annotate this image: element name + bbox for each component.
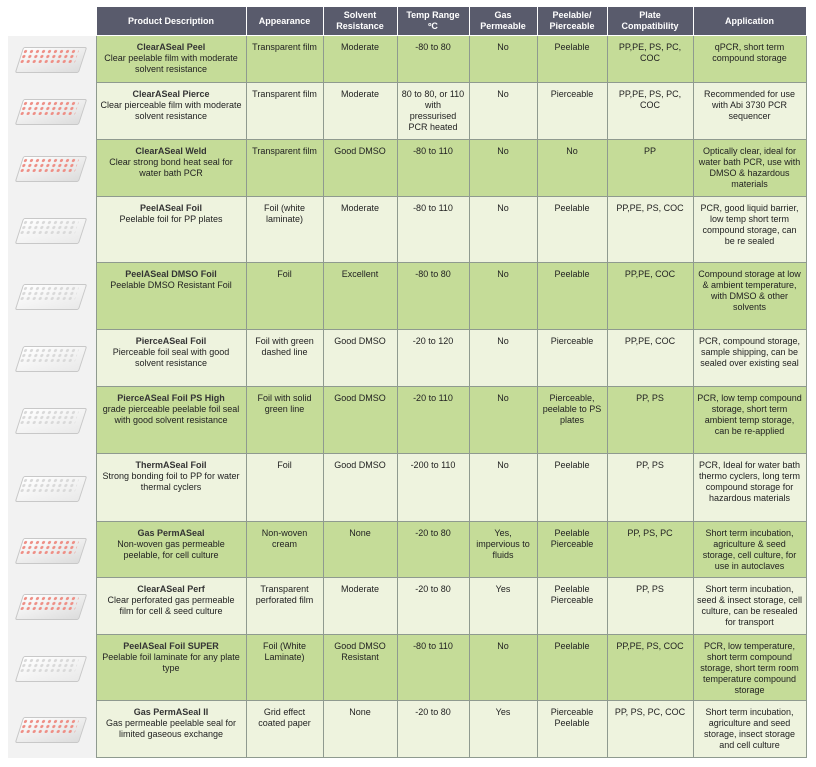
product-description: Strong bonding foil to PP for water thermal cyclers: [102, 471, 240, 492]
product-cell: [96, 263, 246, 330]
plate-cell: PP,PE, COC: [607, 263, 693, 330]
gas-cell: Yes, impervious to fluids: [469, 522, 537, 578]
table-row: [8, 578, 806, 635]
plate-image-cell: [8, 578, 96, 635]
peelable-cell: Peelable: [537, 197, 607, 263]
product-cell: [96, 83, 246, 140]
product-description: Clear strong bond heat seal for water bath PCR: [109, 157, 233, 178]
appearance-cell: Transparent perforated film: [246, 578, 323, 635]
plate-image-cell: [8, 522, 96, 578]
plate-image-cell: [8, 330, 96, 387]
product-description: Clear peelable film with moderate solvent resistance: [104, 53, 238, 74]
temp-cell: -200 to 110: [397, 454, 469, 522]
solvent-header: Solvent Resistance: [323, 7, 397, 36]
peelable-cell: Peelable Pierceable: [537, 578, 607, 635]
application-cell: PCR, low temperature, short term compound storage, short term room temperature compound storage: [693, 635, 806, 701]
peelable-cell: Pierceable: [537, 330, 607, 387]
temp-cell: -20 to 80: [397, 522, 469, 578]
table-row: [8, 454, 806, 522]
peelable-cell: Pierceable, peelable to PS plates: [537, 387, 607, 454]
plate-image-cell: [8, 263, 96, 330]
plate-cell: PP: [607, 140, 693, 197]
product-cell: [96, 140, 246, 197]
product-cell: [96, 701, 246, 758]
application-cell: PCR, low temp compound storage, short term ambient temp storage, can be re-applied: [693, 387, 806, 454]
table-row: [8, 36, 806, 83]
product-cell: [96, 197, 246, 263]
product-description: Pierceable foil seal with good solvent resistance: [112, 347, 230, 368]
solvent-cell: None: [323, 701, 397, 758]
plate-header: Plate Compatibility: [607, 7, 693, 36]
appearance-cell: Grid effect coated paper: [246, 701, 323, 758]
product-name: PierceASeal Foil PS High: [117, 393, 225, 403]
table-row: [8, 387, 806, 454]
solvent-cell: None: [323, 522, 397, 578]
temp-cell: -20 to 80: [397, 701, 469, 758]
peelable-cell: Pierceable Peelable: [537, 701, 607, 758]
temp-cell: 80 to 80, or 110 with pressurised PCR heated: [397, 83, 469, 140]
well-plate-icon: [15, 39, 89, 79]
table-row: [8, 140, 806, 197]
application-cell: Short term incubation, seed & insect storage, cell culture, can be resealed for transport: [693, 578, 806, 635]
application-cell: Optically clear, ideal for water bath PCR, use with DMSO & hazardous materials: [693, 140, 806, 197]
plate-cell: PP, PS, PC, COC: [607, 701, 693, 758]
plate-image-cell: [8, 635, 96, 701]
product-description: Peelable foil laminate for any plate type: [102, 652, 240, 673]
solvent-cell: Moderate: [323, 578, 397, 635]
product-header: Product Description: [96, 7, 246, 36]
plate-cell: PP,PE, COC: [607, 330, 693, 387]
appearance-cell: Non-woven cream: [246, 522, 323, 578]
application-cell: Short term incubation, agriculture & seed storage, cell culture, for use in autoclaves: [693, 522, 806, 578]
table-row: [8, 522, 806, 578]
plate-cell: PP, PS: [607, 387, 693, 454]
product-name: ClearASeal Pierce: [132, 89, 210, 99]
foil-plate-icon: [15, 400, 89, 440]
gas-header: Gas Permeable: [469, 7, 537, 36]
plate-cell: PP,PE, PS, PC, COC: [607, 83, 693, 140]
plate-cell: PP,PE, PS, COC: [607, 635, 693, 701]
appearance-cell: Transparent film: [246, 83, 323, 140]
plate-image-cell: [8, 454, 96, 522]
application-header: Application: [693, 7, 806, 36]
product-cell: [96, 635, 246, 701]
gas-cell: No: [469, 36, 537, 83]
product-name: ClearASeal Peel: [136, 42, 206, 52]
peelable-cell: No: [537, 140, 607, 197]
header-row: [8, 7, 806, 36]
product-name: ClearASeal Weld: [135, 146, 207, 156]
product-name: Gas PermASeal: [137, 528, 205, 538]
product-description: Non-woven gas permeable peelable, for cell culture: [117, 539, 225, 560]
product-name: PeelASeal Foil SUPER: [123, 641, 219, 651]
product-name: PierceASeal Foil: [135, 336, 207, 346]
solvent-cell: Moderate: [323, 36, 397, 83]
solvent-cell: Good DMSO: [323, 140, 397, 197]
product-cell: [96, 387, 246, 454]
product-description: Gas permeable peelable seal for limited gaseous exchange: [105, 718, 237, 739]
plate-image-cell: [8, 701, 96, 758]
peelable-cell: Peelable: [537, 36, 607, 83]
plate-cell: PP,PE, PS, COC: [607, 197, 693, 263]
plate-image-cell: [8, 83, 96, 140]
plate-image-cell: [8, 36, 96, 83]
product-description: Peelable foil for PP plates: [119, 214, 223, 224]
plate-image-cell: [8, 140, 96, 197]
appearance-cell: Foil with solid green line: [246, 387, 323, 454]
temp-header: Temp Range ºC: [397, 7, 469, 36]
product-name: Gas PermASeal II: [133, 707, 209, 717]
gas-cell: No: [469, 140, 537, 197]
appearance-cell: Foil (white laminate): [246, 197, 323, 263]
application-cell: Short term incubation, agriculture and seed storage, insect storage and cell culture: [693, 701, 806, 758]
temp-cell: -20 to 120: [397, 330, 469, 387]
appearance-cell: Foil (White Laminate): [246, 635, 323, 701]
solvent-cell: Good DMSO: [323, 330, 397, 387]
solvent-cell: Good DMSO Resistant: [323, 635, 397, 701]
application-cell: PCR, compound storage, sample shipping, can be sealed over existing seal: [693, 330, 806, 387]
well-plate-icon: [15, 709, 89, 749]
gas-cell: No: [469, 387, 537, 454]
appearance-cell: Transparent film: [246, 36, 323, 83]
product-name: ThermASeal Foil: [135, 460, 207, 470]
application-cell: PCR, Ideal for water bath thermo cyclers, long term compound storage for hazardous materials: [693, 454, 806, 522]
application-cell: PCR, good liquid barrier, low temp short term compound storage, can be re sealed: [693, 197, 806, 263]
product-cell: [96, 36, 246, 83]
temp-cell: -80 to 80: [397, 263, 469, 330]
foil-plate-icon: [15, 276, 89, 316]
plate-cell: PP, PS: [607, 454, 693, 522]
application-cell: Recommended for use with Abi 3730 PCR sequencer: [693, 83, 806, 140]
product-name: ClearASeal Perf: [137, 584, 205, 594]
gas-cell: No: [469, 83, 537, 140]
peelable-cell: Peelable: [537, 263, 607, 330]
appearance-cell: Foil with green dashed line: [246, 330, 323, 387]
peelable-cell: Peelable: [537, 454, 607, 522]
solvent-cell: Excellent: [323, 263, 397, 330]
product-cell: [96, 578, 246, 635]
product-name: PeelASeal Foil: [139, 203, 203, 213]
foil-plate-icon: [15, 648, 89, 688]
well-plate-icon: [15, 91, 89, 131]
gas-cell: Yes: [469, 701, 537, 758]
peelable-header: Peelable/ Pierceable: [537, 7, 607, 36]
gas-cell: Yes: [469, 578, 537, 635]
well-plate-icon: [15, 586, 89, 626]
product-cell: [96, 522, 246, 578]
temp-cell: -20 to 110: [397, 387, 469, 454]
product-description: Peelable DMSO Resistant Foil: [110, 280, 232, 290]
product-description: Clear perforated gas permeable film for cell & seed culture: [107, 595, 235, 616]
appearance-cell: Transparent film: [246, 140, 323, 197]
solvent-cell: Good DMSO: [323, 387, 397, 454]
product-cell: [96, 330, 246, 387]
table-row: [8, 701, 806, 758]
plate-cell: PP,PE, PS, PC, COC: [607, 36, 693, 83]
temp-cell: -20 to 80: [397, 578, 469, 635]
gas-cell: No: [469, 330, 537, 387]
product-name: PeelASeal DMSO Foil: [125, 269, 217, 279]
gas-cell: No: [469, 454, 537, 522]
product-description: grade pierceable peelable foil seal with good solvent resistance: [102, 404, 240, 425]
table-row: [8, 197, 806, 263]
appearance-cell: Foil: [246, 263, 323, 330]
application-cell: Compound storage at low & ambient temperature, with DMSO & other solvents: [693, 263, 806, 330]
gas-cell: No: [469, 263, 537, 330]
temp-cell: -80 to 110: [397, 635, 469, 701]
temp-cell: -80 to 110: [397, 140, 469, 197]
peelable-cell: Peelable Pierceable: [537, 522, 607, 578]
image-column-header: [8, 7, 96, 36]
table-row: [8, 330, 806, 387]
appearance-cell: Foil: [246, 454, 323, 522]
application-cell: qPCR, short term compound storage: [693, 36, 806, 83]
well-plate-icon: [15, 530, 89, 570]
peelable-cell: Pierceable: [537, 83, 607, 140]
temp-cell: -80 to 110: [397, 197, 469, 263]
well-plate-icon: [15, 148, 89, 188]
product-description: Clear pierceable film with moderate solvent resistance: [100, 100, 242, 121]
plate-cell: PP, PS: [607, 578, 693, 635]
foil-plate-icon: [15, 468, 89, 508]
table-row: [8, 635, 806, 701]
gas-cell: No: [469, 197, 537, 263]
solvent-cell: Moderate: [323, 83, 397, 140]
plate-image-cell: [8, 387, 96, 454]
solvent-cell: Good DMSO: [323, 454, 397, 522]
plate-cell: PP, PS, PC: [607, 522, 693, 578]
appearance-header: Appearance: [246, 7, 323, 36]
table-row: [8, 263, 806, 330]
peelable-cell: Peelable: [537, 635, 607, 701]
foil-plate-icon: [15, 210, 89, 250]
seal-comparison-table: [8, 6, 807, 758]
product-cell: [96, 454, 246, 522]
solvent-cell: Moderate: [323, 197, 397, 263]
gas-cell: No: [469, 635, 537, 701]
plate-image-cell: [8, 197, 96, 263]
table-row: [8, 83, 806, 140]
foil-plate-icon: [15, 338, 89, 378]
temp-cell: -80 to 80: [397, 36, 469, 83]
